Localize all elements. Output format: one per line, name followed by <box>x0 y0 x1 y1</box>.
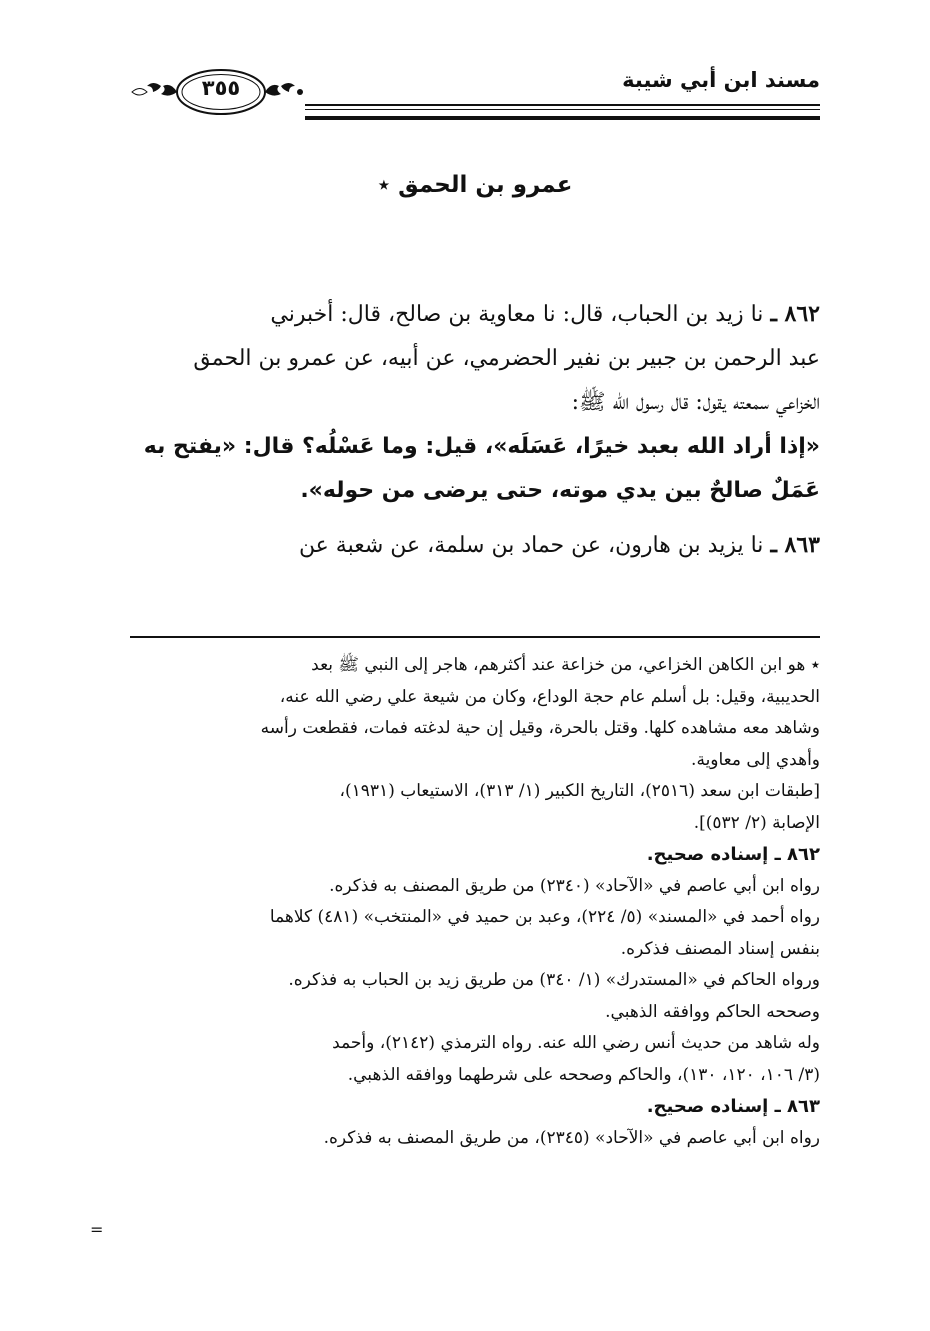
footnote-separator <box>130 636 820 638</box>
margin-mark: = <box>90 1220 104 1239</box>
header-rule <box>305 104 820 120</box>
footnote-line: (٣/ ١٠٦، ١٢٠، ١٣٠)، والحاكم وصححه على شرطهما ووافقه الذهبي. <box>347 1064 820 1085</box>
footnote-863-heading: ٨٦٣ ـ إسناده صحيح. <box>646 1096 820 1117</box>
hadith-863-line-1 <box>130 523 820 568</box>
footnote-862-heading: ٨٦٢ ـ إسناده صحيح. <box>646 844 820 865</box>
bio-line: الحديبية، وقيل: بل أسلم عام حجة الوداع، وكان من شيعة علي رضي الله عنه، <box>279 686 820 707</box>
hadith-862-text-line-1: «إذا أراد الله بعبد خيرًا، عَسَلَه»، قيل: وما عَسْلُه؟ قال: «يفتح به <box>143 434 820 459</box>
page-number: ٣٥٥ <box>201 76 241 100</box>
footnote-line: ورواه الحاكم في «المستدرك» (١/ ٣٤٠) من طريق زيد بن الحباب به فذكره. <box>288 970 820 990</box>
bio-line: وأهدي إلى معاوية. <box>691 749 820 770</box>
footnote-line: رواه أحمد في «المسند» (٥/ ٢٢٤)، وعبد بن حميد في «المنتخب» (٤٨١) كلاهما <box>269 907 820 927</box>
hadith-number-862: ٨٦٢ ـ <box>770 301 820 327</box>
hadith-862-line-3: الخزاعي سمعته يقول: قال رسول الله ﷺ: <box>571 390 820 415</box>
page-header <box>130 62 820 122</box>
bio-line: ٭ هو ابن الكاهن الخزاعي، من خزاعة عند أكثرهم، هاجر إلى النبي ﷺ بعد <box>311 655 820 675</box>
section-title: عمرو بن الحمق ٭ <box>377 172 573 198</box>
hadith-number-863: ٨٦٣ ـ <box>770 532 820 558</box>
main-text <box>130 292 820 568</box>
bio-line: وشاهد معه مشاهده كلها. وقتل بالحرة، وقيل إن حية لدغته فمات، فقطعت رأسه <box>260 718 820 738</box>
footnote-line: وصححه الحاكم ووافقه الذهبي. <box>605 1001 820 1022</box>
references-line: [طبقات ابن سعد (٢٥١٦)، التاريخ الكبير (١/ ٣١٣)، الاستيعاب (١٩٣١)، <box>339 781 820 801</box>
footnote-line: رواه ابن أبي عاصم في «الآحاد» (٢٣٤٥)، من طريق المصنف به فذكره. <box>323 1127 820 1148</box>
footnote-line: بنفس إسناد المصنف فذكره. <box>620 938 820 959</box>
references-line: الإصابة (٢/ ٥٣٢)]. <box>693 812 820 833</box>
footnotes <box>130 650 820 1154</box>
footnote-line: رواه ابن أبي عاصم في «الآحاد» (٢٣٤٠) من طريق المصنف به فذكره. <box>329 875 820 896</box>
footnote-line: وله شاهد من حديث أنس رضي الله عنه. رواه الترمذي (٢١٤٢)، وأحمد <box>332 1033 820 1053</box>
hadith-862-line-1 <box>130 292 820 337</box>
running-title: مسند ابن أبي شيبة <box>622 68 820 92</box>
isnad-text: نا يزيد بن هارون، عن حماد بن سلمة، عن شعبة عن <box>298 533 764 558</box>
isnad-text: نا زيد بن الحباب، قال: نا معاوية بن صالح، قال: أخبرني <box>270 302 764 327</box>
hadith-862-line-2: عبد الرحمن بن جبير بن نفير الحضرمي، عن أبيه، عن عمرو بن الحمق <box>193 346 820 371</box>
hadith-862-text-line-2: عَمَلٌ صالحٌ بين يدي موته، حتى يرضى من حوله». <box>300 478 820 503</box>
